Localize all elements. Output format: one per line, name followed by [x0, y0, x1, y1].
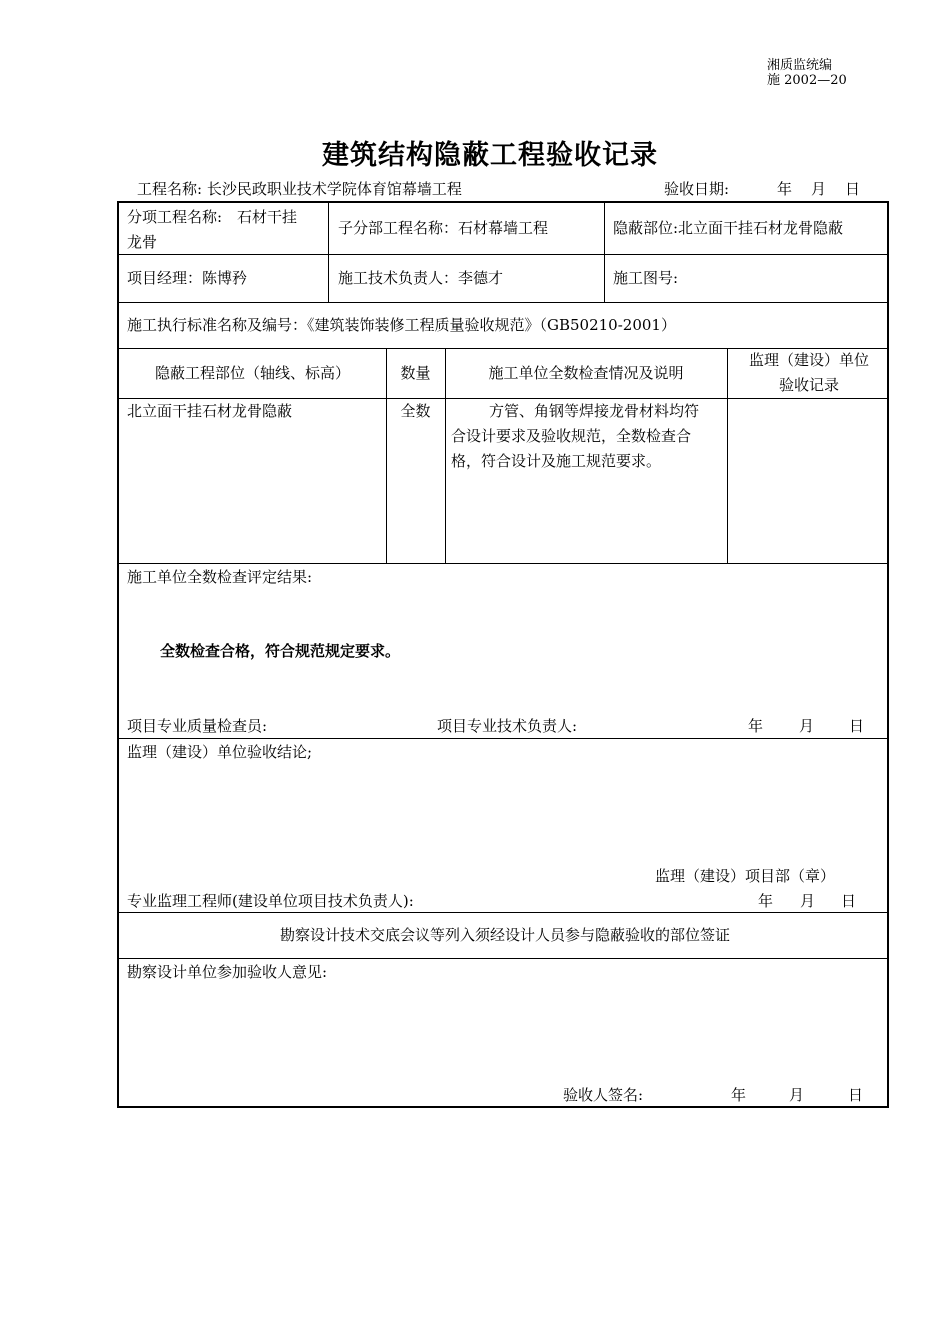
design-signoff-note: 勘察设计技术交底会议等列入须经设计人员参与隐蔽验收的部位签证 [279, 926, 730, 944]
inspection-date-label: 验收日期: [664, 180, 730, 198]
col-divider [328, 203, 329, 302]
row-divider [119, 563, 887, 564]
tech-lead: 施工技术负责人：李德才 [338, 269, 504, 287]
row-divider [119, 302, 887, 303]
col-header-supervision [727, 348, 891, 398]
date-day: 日 [845, 180, 861, 198]
date-year: 年 [777, 180, 793, 198]
form-code-line2: 施 2002—20 [767, 73, 847, 88]
row-part: 北立面干挂石材龙骨隐蔽 [127, 402, 293, 420]
row-description-line3: 格，符合设计及施工规范要求。 [451, 452, 662, 470]
project-manager: 项目经理：陈博矜 [127, 269, 248, 287]
supervision-engineer: 专业监理工程师(建设单位项目技术负责人): [127, 892, 414, 910]
col-divider [604, 203, 605, 302]
row-description-line1: 方管、角钢等焊接龙骨材料均符 [489, 402, 700, 420]
design-year: 年 [731, 1086, 747, 1104]
hidden-part: 隐蔽部位:北立面干挂石材龙骨隐蔽 [613, 219, 844, 237]
design-unit-opinion-label: 勘察设计单位参加验收人意见: [127, 963, 328, 981]
supervision-conclusion-label: 监理（建设）单位验收结论; [127, 743, 313, 761]
inspection-result: 全数检查合格，符合规范规定要求。 [160, 642, 401, 660]
date-month: 月 [811, 180, 827, 198]
sub-item-name-line1: 分项工程名称: 石材干挂 [127, 208, 298, 226]
row-quantity: 全数 [400, 402, 431, 420]
supervision-dept-seal: 监理（建设）项目部（章） [655, 867, 836, 885]
supervision-day: 日 [841, 892, 857, 910]
drawing-number: 施工图号: [613, 269, 679, 287]
design-month: 月 [789, 1086, 805, 1104]
acceptor-signature: 验收人签名: [563, 1086, 644, 1104]
quality-inspector: 项目专业质量检查员: [127, 717, 268, 735]
sub-item-name [127, 205, 297, 255]
inspection-year: 年 [748, 717, 764, 735]
page-title: 建筑结构隐蔽工程验收记录 [322, 140, 658, 171]
supervision-month: 月 [800, 892, 816, 910]
col-header-supervision-line1: 监理（建设）单位 [748, 351, 869, 369]
col-header-quantity: 数量 [400, 364, 431, 382]
design-day: 日 [848, 1086, 864, 1104]
sub-item-name-line2: 龙骨 [127, 233, 158, 251]
record-form [117, 201, 889, 1108]
col-header-supervision-line2: 验收记录 [778, 376, 839, 394]
execution-standard: 施工执行标准名称及编号：《建筑装饰装修工程质量验收规范》（GB50210-2001） [127, 316, 676, 334]
supervision-year: 年 [758, 892, 774, 910]
row-description [451, 399, 723, 474]
form-code-line1: 湘质监统编 [767, 58, 833, 73]
project-name: 工程名称: 长沙民政职业技术学院体育馆幕墙工程 [137, 180, 462, 198]
inspection-day: 日 [849, 717, 865, 735]
col-header-part: 隐蔽工程部位（轴线、标高） [154, 364, 350, 382]
row-description-line2: 合设计要求及验收规范，全数检查合 [451, 427, 692, 445]
inspection-month: 月 [799, 717, 815, 735]
inspection-result-label: 施工单位全数检查评定结果: [127, 568, 313, 586]
col-header-description: 施工单位全数检查情况及说明 [488, 364, 684, 382]
tech-responsible: 项目专业技术负责人: [437, 717, 578, 735]
row-divider [119, 958, 887, 959]
sub-division-name: 子分部工程名称：石材幕墙工程 [338, 219, 549, 237]
